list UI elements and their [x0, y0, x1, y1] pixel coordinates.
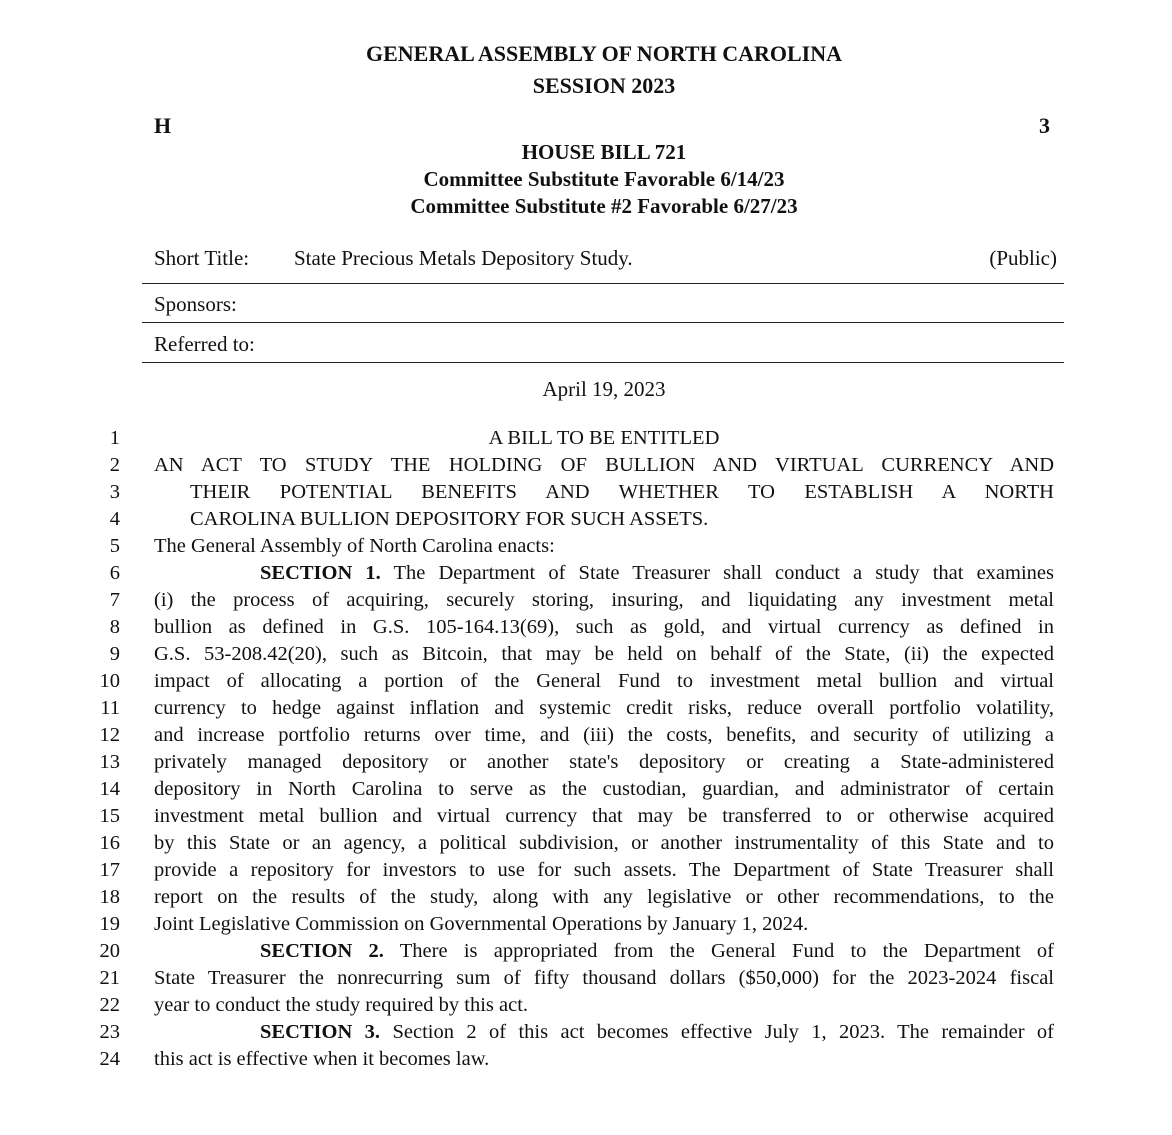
public-tag: (Public)	[989, 246, 1057, 270]
bill-line-text: bullion as defined in G.S. 105-164.13(69), such as gold, and virtual currency as defined in	[154, 616, 1054, 638]
bill-date: April 19, 2023	[542, 377, 666, 401]
section-text: Section 2 of this act becomes effective July 1, 2023. The remainder of	[392, 1021, 1055, 1043]
line-number: 21	[99, 967, 120, 989]
divider-1	[142, 283, 1064, 284]
line-number: 6	[109, 562, 120, 584]
short-title-value: State Precious Metals Depository Study.	[294, 246, 633, 270]
session-heading: SESSION 2023	[532, 73, 676, 98]
section-label: SECTION 1.	[260, 562, 381, 584]
bill-line-text: AN ACT TO STUDY THE HOLDING OF BULLION AND VIRTUAL CURRENCY AND	[154, 454, 1054, 476]
committee-substitute-1: Committee Substitute Favorable 6/14/23	[423, 167, 785, 191]
bill-line-text: provide a repository for investors to use for such assets. The Department of State Treasurer shall	[154, 859, 1054, 881]
divider-2	[142, 322, 1064, 323]
bill-line-text: report on the results of the study, along with any legislative or other recommendations, to the	[154, 886, 1054, 908]
line-number: 24	[99, 1048, 120, 1070]
short-title-label: Short Title:	[154, 246, 250, 270]
bill-line-text: this act is effective when it becomes law.	[154, 1048, 490, 1070]
line-number: 10	[99, 670, 120, 692]
bill-title: HOUSE BILL 721	[521, 140, 687, 164]
bill-line-text: G.S. 53-208.42(20), such as Bitcoin, that may be held on behalf of the State, (ii) the expected	[154, 643, 1054, 665]
bill-line-text: currency to hedge against inflation and systemic credit risks, reduce overall portfolio volatility,	[154, 697, 1054, 719]
line-number: 8	[109, 616, 120, 638]
bill-line-text: depository in North Carolina to serve as the custodian, guardian, and administrator of certain	[154, 778, 1054, 800]
referred-label: Referred to:	[154, 332, 255, 356]
line-number: 5	[109, 535, 120, 557]
bill-line-text: and increase portfolio returns over time, and (iii) the costs, benefits, and security of utilizing a	[154, 724, 1054, 746]
bill-line-text	[154, 940, 1054, 963]
assembly-heading: GENERAL ASSEMBLY OF NORTH CAROLINA	[366, 41, 842, 66]
bill-line-text	[154, 1021, 1054, 1044]
bill-line-text: by this State or an agency, a political subdivision, or another instrumentality of this State and to	[154, 832, 1054, 854]
section-label: SECTION 2.	[260, 940, 384, 962]
line-number: 17	[99, 859, 120, 881]
bill-line-text: investment metal bullion and virtual currency that may be transferred to or otherwise acquired	[154, 805, 1054, 827]
bill-line-text: Joint Legislative Commission on Governmental Operations by January 1, 2024.	[154, 913, 809, 935]
bill-line-text: THEIR POTENTIAL BENEFITS AND WHETHER TO ESTABLISH A NORTH	[190, 481, 1054, 503]
bill-line-text: impact of allocating a portion of the General Fund to investment metal bullion and virtual	[154, 670, 1054, 692]
line-number: 19	[99, 913, 120, 935]
line-number: 22	[99, 994, 120, 1016]
line-number: 15	[99, 805, 120, 827]
line-number: 18	[99, 886, 120, 908]
line-number: 14	[99, 778, 120, 800]
section-text: The Department of State Treasurer shall conduct a study that examines	[393, 562, 1054, 584]
section-label: SECTION 3.	[260, 1021, 381, 1043]
bill-line-text	[154, 562, 1054, 585]
line-number: 4	[109, 508, 120, 530]
bill-line-text: CAROLINA BULLION DEPOSITORY FOR SUCH ASSETS.	[190, 508, 709, 530]
bill-line-text: year to conduct the study required by this act.	[154, 994, 529, 1016]
line-number: 9	[109, 643, 120, 665]
bill-line-text: (i) the process of acquiring, securely storing, insuring, and liquidating any investment metal	[154, 589, 1054, 611]
sponsors-label: Sponsors:	[154, 292, 237, 316]
line-number: 3	[109, 481, 120, 503]
bill-line-text: The General Assembly of North Carolina enacts:	[154, 535, 555, 557]
chamber-letter: H	[154, 113, 172, 138]
line-number: 7	[109, 589, 120, 611]
line-number: 1	[109, 427, 120, 449]
line-number: 20	[99, 940, 120, 962]
section-text: There is appropriated from the General Fund to the Department of	[399, 940, 1054, 962]
line-number: 12	[99, 724, 120, 746]
bill-line-text: State Treasurer the nonrecurring sum of fifty thousand dollars ($50,000) for the 2023-2024 fiscal	[154, 967, 1054, 989]
version-number: 3	[1039, 113, 1050, 138]
line-number: 23	[99, 1021, 120, 1043]
divider-3	[142, 362, 1064, 363]
committee-substitute-2: Committee Substitute #2 Favorable 6/27/23	[410, 194, 798, 218]
bill-line-text: privately managed depository or another state's depository or creating a State-administered	[154, 751, 1054, 773]
line-number: 11	[100, 697, 120, 719]
line-number: 13	[99, 751, 120, 773]
line-number: 2	[109, 454, 120, 476]
line-number: 16	[99, 832, 120, 854]
bill-line-text: A BILL TO BE ENTITLED	[488, 427, 720, 449]
